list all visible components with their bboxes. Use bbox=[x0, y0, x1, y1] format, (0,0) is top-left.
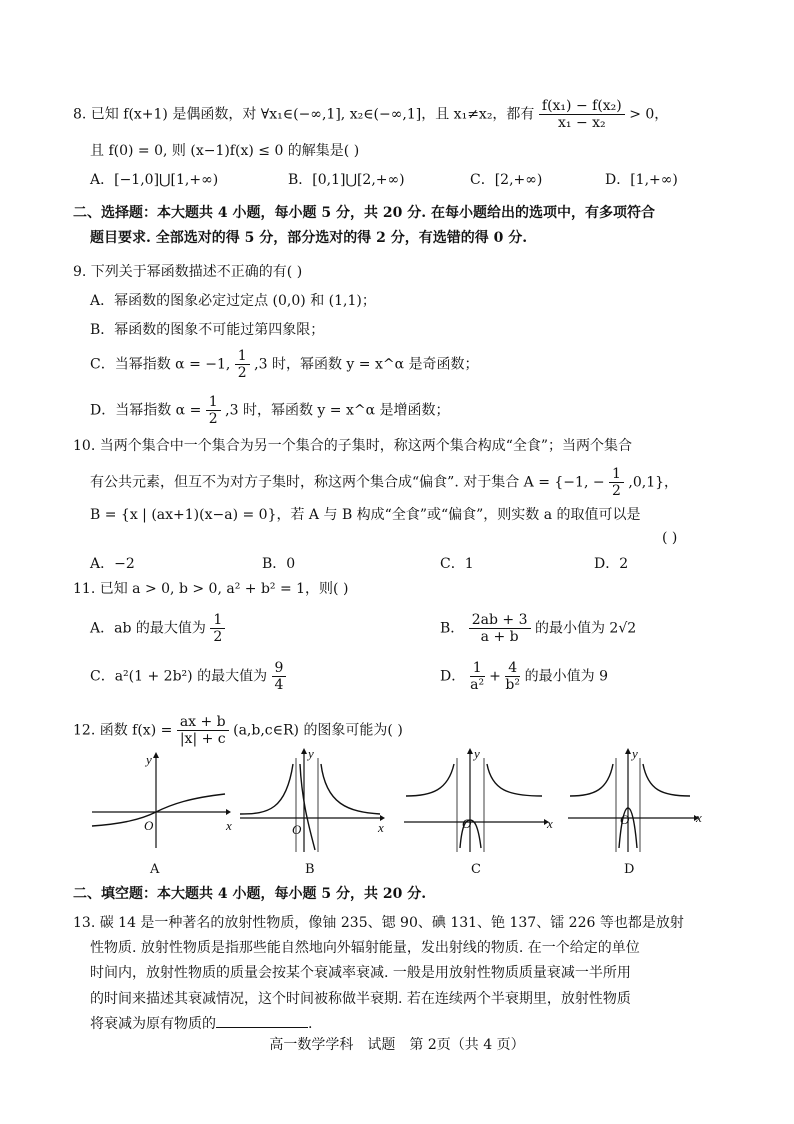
q12-graph-c-y-label: y bbox=[474, 746, 480, 761]
page-footer: 高一数学学科 试题 第 2页（共 4 页） bbox=[269, 1037, 525, 1053]
q11-b-post: 的最小值为 2√2 bbox=[534, 620, 637, 637]
q8-fraction bbox=[539, 98, 625, 131]
q8-line2: 且 f(0) = 0, 则 (x−1)f(x) ≤ 0 的解集是( ) bbox=[90, 143, 360, 159]
q8-line1-suffix: > 0， bbox=[629, 106, 669, 123]
q11-a-den: 2 bbox=[213, 629, 223, 645]
q11-option-c bbox=[90, 660, 286, 693]
q8-frac-num: f(x₁) − f(x₂) bbox=[539, 98, 625, 115]
q11-d-num2: 4 bbox=[505, 660, 520, 677]
q8-line1 bbox=[73, 98, 668, 131]
q10-answer-paren: ( ) bbox=[662, 530, 678, 546]
q12-graph-b-y-label: y bbox=[308, 746, 314, 761]
q11-option-a bbox=[90, 612, 225, 645]
q12-graph-c-curve-left bbox=[406, 764, 454, 796]
q11-option-b bbox=[440, 612, 636, 645]
q11-b-fraction bbox=[469, 612, 531, 645]
q11-b-num: 2ab + 3 bbox=[469, 612, 531, 629]
q11-d-plus: + bbox=[489, 668, 501, 685]
q12-frac-num: ax + b bbox=[177, 714, 229, 731]
q12-graph-a-curve bbox=[92, 794, 225, 826]
q12-graph-c-label: C bbox=[471, 862, 481, 877]
q11-a-num: 1 bbox=[210, 612, 225, 629]
q12-fraction bbox=[177, 714, 229, 747]
q12-graph-c-curve-right bbox=[487, 764, 542, 796]
q13-line5 bbox=[90, 1013, 312, 1034]
q11-c-fraction bbox=[272, 660, 287, 693]
q12-graph-d-label: D bbox=[624, 862, 635, 877]
q9-d-num: 1 bbox=[206, 394, 221, 411]
q12-graph-d-origin: O bbox=[620, 812, 630, 827]
q12-graph-d-y-arrow bbox=[625, 748, 631, 754]
q11-option-d bbox=[440, 660, 608, 693]
q13-line3: 时间内，放射性物质的质量会按某个衰减率衰减. 一般是用放射性物质质量衰减一半所用 bbox=[90, 965, 631, 981]
q11-d-num1: 1 bbox=[470, 660, 485, 677]
q12-pre: 12. 函数 f(x) = bbox=[73, 722, 173, 739]
q10-frac-num: 1 bbox=[609, 466, 624, 483]
q9-c-pre: C．当幂指数 α = −1, bbox=[90, 356, 231, 373]
q12-graph-b-curve-right bbox=[321, 764, 380, 814]
q10-frac-den: 2 bbox=[612, 483, 621, 499]
q9-c-post: ,3 时，幂函数 y = x^α 是奇函数； bbox=[254, 356, 479, 373]
q11-c-num: 9 bbox=[272, 660, 287, 677]
q10-line2-post: ,0,1}， bbox=[628, 474, 679, 491]
q12-graph-b-curve-middle bbox=[300, 764, 315, 850]
q12-graph-d bbox=[566, 744, 716, 854]
q9-c-num: 1 bbox=[235, 348, 250, 365]
q9-stem: 9. 下列关于幂函数描述不正确的有( ) bbox=[73, 264, 303, 280]
q9-option-b: B．幂函数的图象不可能过第四象限； bbox=[90, 322, 325, 338]
q9-option-a: A．幂函数的图象必定过定点 (0,0) 和 (1,1)； bbox=[90, 293, 376, 309]
q12-frac-den: |x| + c bbox=[179, 731, 226, 747]
q11-c-pre: C．a²(1 + 2b²) 的最大值为 bbox=[90, 668, 268, 685]
q9-d-fraction bbox=[206, 394, 221, 427]
q10-option-c: C．1 bbox=[440, 556, 474, 572]
q13-line2: 性物质. 放射性物质是指那些能自然地向外辐射能量，发出射线的物质. 在一个给定的单位 bbox=[90, 940, 640, 956]
q12-graph-c-origin: O bbox=[462, 816, 472, 831]
q8-option-c: C．[2,+∞) bbox=[470, 172, 543, 188]
q12-graph-d-y-label: y bbox=[632, 746, 638, 761]
q11-d-fraction-1 bbox=[470, 660, 485, 693]
q12-graph-a-x-label: x bbox=[226, 818, 232, 833]
q13-line4: 的时间来描述其衰减情况，这个时间被称做半衰期. 若在连续两个半衰期里，放射性物质 bbox=[90, 991, 631, 1007]
q8-frac-den: x₁ − x₂ bbox=[557, 115, 606, 131]
q12-graph-b bbox=[238, 744, 388, 854]
q11-stem: 11. 已知 a > 0, b > 0, a² + b² = 1，则( ) bbox=[73, 581, 349, 597]
q13-line1: 13. 碳 14 是一种著名的放射性物质，像铀 235、锶 90、碘 131、铯 137、镭 226 等也都是放射 bbox=[73, 915, 684, 931]
q8-option-b: B．[0,1]⋃[2,+∞) bbox=[288, 172, 405, 188]
q12-graph-a-origin: O bbox=[144, 818, 154, 833]
q8-option-a: A．[−1,0]⋃[1,+∞) bbox=[90, 172, 219, 188]
q12-graph-b-origin: O bbox=[292, 822, 302, 837]
q12-graph-d-svg bbox=[566, 744, 716, 854]
q11-d-post: 的最小值为 9 bbox=[524, 668, 608, 685]
q12-graph-b-curve-left bbox=[240, 764, 293, 814]
q12-graph-d-x-label: x bbox=[696, 810, 702, 825]
q12-graph-d-curve-right bbox=[643, 764, 690, 796]
q11-d-fraction-2 bbox=[505, 660, 520, 693]
q12-graph-a-svg bbox=[90, 750, 230, 850]
q9-d-pre: D．当幂指数 α = bbox=[90, 402, 202, 419]
q11-c-den: 4 bbox=[274, 677, 284, 693]
q10-line2-pre: 有公共元素，但互不为对方子集时，称这两个集合成“偏食”. 对于集合 A = {−1, − bbox=[90, 474, 605, 491]
q12-graph-a-y-label: y bbox=[146, 752, 152, 767]
q13-line5-pre: 将衰减为原有物质的 bbox=[90, 1016, 216, 1032]
section2-heading-line1: 二、选择题：本大题共 4 小题，每小题 5 分，共 20 分. 在每小题给出的选项中，有多项符合 bbox=[73, 205, 655, 221]
q9-option-d bbox=[90, 394, 449, 427]
q11-b-pre: B． bbox=[440, 620, 465, 637]
q10-option-a: A．−2 bbox=[90, 556, 135, 572]
q10-line2 bbox=[90, 466, 678, 499]
q9-d-post: ,3 时，幂函数 y = x^α 是增函数； bbox=[225, 402, 450, 419]
section2-heading-line2: 题目要求. 全部选对的得 5 分，部分选对的得 2 分，有选错的得 0 分. bbox=[90, 230, 528, 246]
q11-d-den1: a² bbox=[470, 677, 485, 693]
section3-heading: 二、填空题：本大题共 4 小题，每小题 5 分，共 20 分. bbox=[73, 886, 427, 902]
q12-graph-c bbox=[402, 744, 552, 854]
q10-line1: 10. 当两个集合中一个集合为另一个集合的子集时，称这两个集合构成“全食”；当两个集合 bbox=[73, 438, 633, 454]
q9-option-c bbox=[90, 348, 479, 381]
q11-d-den2: b² bbox=[505, 677, 520, 693]
q12-graph-c-x-label: x bbox=[547, 816, 553, 831]
q11-a-fraction bbox=[210, 612, 225, 645]
q12-graph-b-x-label: x bbox=[378, 820, 384, 835]
q10-option-d: D．2 bbox=[594, 556, 629, 572]
q12-graph-c-y-arrow bbox=[467, 748, 473, 754]
q12-graph-a-y-arrow bbox=[153, 752, 159, 758]
q11-d-pre: D． bbox=[440, 668, 466, 685]
q12-graph-a-x-arrow bbox=[226, 809, 231, 815]
q12-graph-b-y-arrow bbox=[301, 748, 307, 754]
q11-b-den: a + b bbox=[480, 629, 519, 645]
q9-c-den: 2 bbox=[237, 365, 247, 381]
q12-post: (a,b,c∈R) 的图象可能为( ) bbox=[233, 722, 403, 739]
q12-graph-b-label: B bbox=[305, 862, 315, 877]
q12-graph-d-curve-left bbox=[570, 764, 613, 796]
q10-fraction bbox=[609, 466, 624, 499]
q12-graph-a bbox=[90, 750, 230, 850]
q8-option-d: D．[1,+∞) bbox=[605, 172, 678, 188]
q10-option-b: B．0 bbox=[262, 556, 296, 572]
q9-c-fraction bbox=[235, 348, 250, 381]
q11-a-pre: A．ab 的最大值为 bbox=[90, 620, 206, 637]
q13-line5-post: . bbox=[308, 1016, 313, 1032]
q12-graph-a-label: A bbox=[150, 862, 160, 877]
q10-line3: B = {x | (ax+1)(x−a) = 0}，若 A 与 B 构成“全食”或“偏食”，则实数 a 的取值可以是 bbox=[90, 507, 641, 523]
q13-answer-blank[interactable] bbox=[216, 1013, 308, 1028]
q8-line1-prefix: 8. 已知 f(x+1) 是偶函数，对 ∀x₁∈(−∞,1], x₂∈(−∞,1]，且 x₁≠x₂，都有 bbox=[73, 106, 535, 123]
q12-stem bbox=[73, 714, 403, 747]
q9-d-den: 2 bbox=[208, 411, 218, 427]
